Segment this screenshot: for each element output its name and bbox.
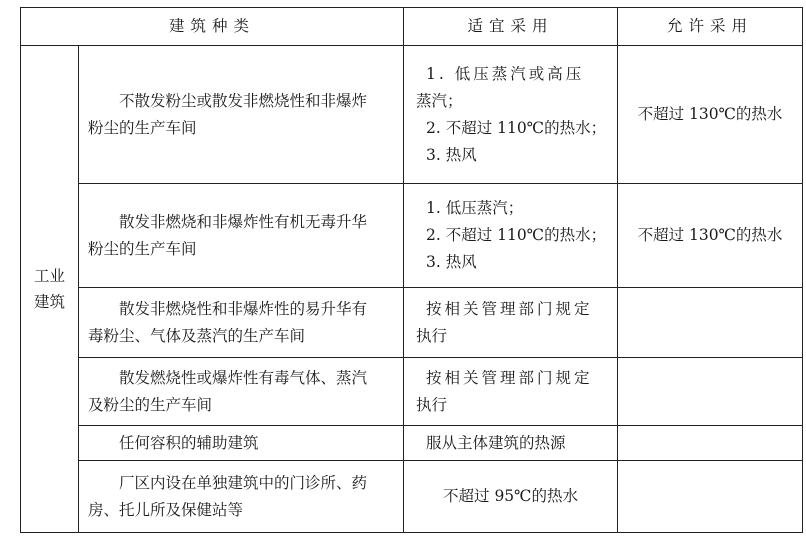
suitable-cell [404,184,618,288]
building-type-cell [79,358,404,426]
type-line: 散发燃烧性或爆炸性有毒气体、蒸汽 [119,368,368,387]
suitable-cell [404,461,618,533]
type-line: 及粉尘的生产车间 [88,395,213,414]
table-row [21,358,803,426]
heating-medium-table [20,7,803,533]
table-row [21,184,803,288]
table-row [21,46,803,184]
suitable-cell [404,358,618,426]
type-line: 毒粉尘、气体及蒸汽的生产车间 [88,326,306,345]
table-row [21,426,803,461]
suitable-line: 按相关管理部门规定 [426,299,593,318]
category-cell [21,46,79,533]
type-line: 任何容积的辅助建筑 [119,433,259,452]
type-line: 不散发粉尘或散发非燃烧性和非爆炸 [119,91,368,110]
suitable-line: 2. 不超过 110℃的热水； [426,226,607,244]
suitable-line: 1. 低压蒸汽； [426,199,524,217]
table-row [21,461,803,533]
type-line: 粉尘的生产车间 [88,118,197,137]
suitable-line: 按相关管理部门规定 [426,368,593,387]
header-row [21,8,803,46]
type-line: 散发非燃烧和非爆炸性有机无毒升华 [119,212,368,231]
suitable-line: 服从主体建筑的热源 [426,433,566,452]
table-row [21,288,803,358]
building-type-cell [79,461,404,533]
header-building-type: 建筑种类 [21,8,404,46]
type-line: 粉尘的生产车间 [88,239,197,258]
header-suitable: 适宜采用 [404,8,618,46]
suitable-line: 执行 [416,395,448,414]
suitable-line: 蒸汽； [416,91,463,110]
suitable-cell [404,426,618,461]
building-type-cell [79,184,404,288]
suitable-line: 3. 热风 [426,145,477,164]
allowed-cell: 不超过 130℃的热水 [618,184,803,288]
category-line: 建筑 [33,293,65,311]
header-allowed: 允许采用 [618,8,803,46]
suitable-cell [404,288,618,358]
type-line: 散发非燃烧性和非爆炸性的易升华有 [119,299,368,318]
suitable-line: 执行 [416,326,448,345]
suitable-line: 2. 不超过 110℃的热水； [426,118,607,137]
type-line: 厂区内设在单独建筑中的门诊所、药 [119,473,368,492]
suitable-line: 1. 低压蒸汽或高压 [426,64,585,83]
suitable-line: 3. 热风 [426,253,477,271]
suitable-cell [404,46,618,184]
allowed-cell [618,426,803,461]
allowed-cell [618,358,803,426]
category-line: 工业 [33,267,65,285]
building-type-cell [79,426,404,461]
allowed-cell [618,288,803,358]
building-type-cell [79,288,404,358]
allowed-cell: 不超过 130℃的热水 [618,46,803,184]
building-type-cell [79,46,404,184]
suitable-line: 不超过 95℃的热水 [443,487,579,505]
type-line: 房、托儿所及保健站等 [88,500,244,519]
allowed-cell [618,461,803,533]
